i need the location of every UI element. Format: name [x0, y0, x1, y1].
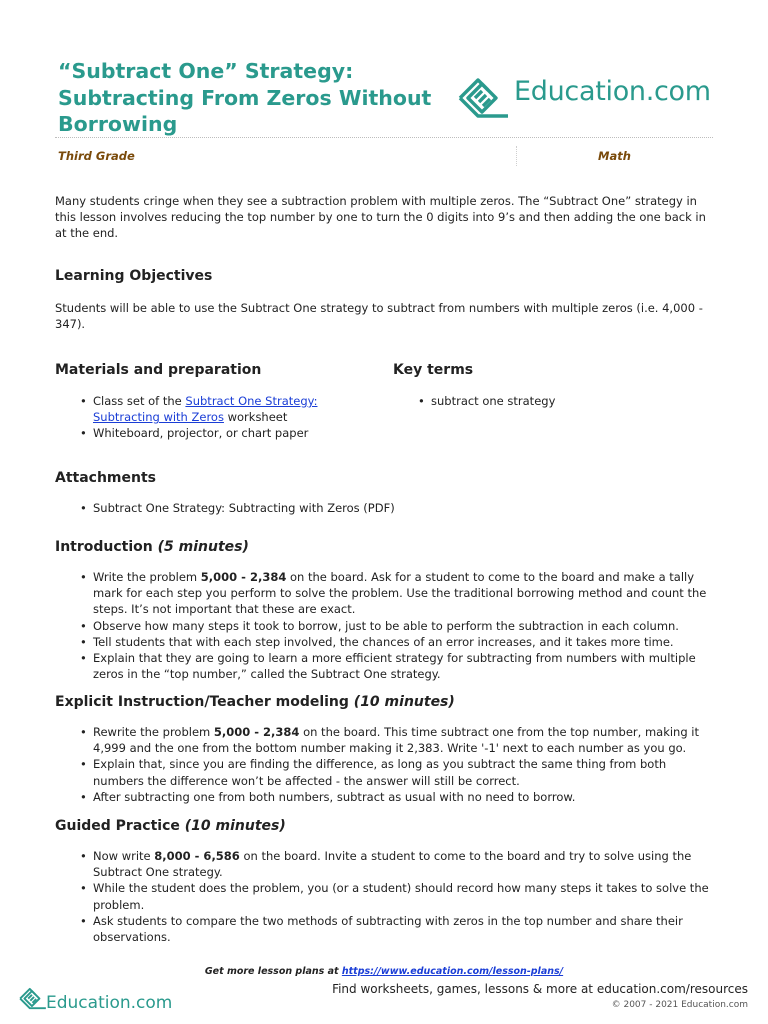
list-item: • Explain that, since you are finding the difference, as long as you subtract the same thing from both numbers the difference won’t be affected - the answer will still be correct.: [55, 756, 719, 788]
subject-label: Math: [598, 149, 631, 163]
list-item: • After subtracting one from both numbers, subtract as usual with no need to borrow.: [55, 789, 719, 805]
list-item: • Observe how many steps it took to borrow, just to be able to perform the subtraction in each column.: [55, 618, 719, 634]
materials-list: [55, 393, 375, 442]
list-item: • Class set of the Subtract One Strategy: Subtracting with Zeros worksheet: [55, 393, 375, 425]
intro-paragraph: Many students cringe when they see a subtraction problem with multiple zeros. The “Subtract One” strategy in this lesson involves reducing the top number by one to turn the 0 digits into 9’s and then adding the one back in at the end.: [55, 194, 706, 240]
materials-heading: Materials and preparation: [55, 362, 262, 378]
introduction-list: [55, 569, 719, 682]
footer-resources-text: Find worksheets, games, lessons & more at education.com/resources: [332, 982, 748, 996]
list-item: • Ask students to compare the two methods of subtracting with zeros in the top number and share their observations.: [55, 913, 719, 945]
learning-objectives-text: Students will be able to use the Subtract One strategy to subtract from numbers with multiple zeros (i.e. 4,000 - 347).: [55, 301, 703, 331]
list-item: • Write the problem 5,000 - 2,384 on the board. Ask for a student to come to the board and make a tally mark for each step you perform to solve the problem. Use the traditional borrowing method and count the steps. It’s not important that these are exact.: [55, 569, 719, 618]
guided-time: (10 minutes): [184, 818, 286, 834]
introduction-time: (5 minutes): [157, 539, 249, 555]
explicit-instruction-heading: Explicit Instruction/Teacher modeling (10 minutes): [55, 694, 455, 710]
key-terms-heading: Key terms: [393, 362, 474, 378]
footer-brand-wordmark: Education.com: [46, 993, 173, 1013]
learning-objectives-heading: Learning Objectives: [55, 268, 213, 284]
list-item: • Whiteboard, projector, or chart paper: [55, 425, 375, 441]
worksheet-link[interactable]: Subtract One Strategy: Subtracting with Zeros: [93, 394, 318, 425]
footer-copyright: © 2007 - 2021 Education.com: [611, 1000, 748, 1010]
footer-cta: Get more lesson plans at https://www.education.com/lesson-plans/: [204, 966, 564, 977]
list-item: • subtract one strategy: [393, 393, 693, 409]
education-footer-logo-icon: [18, 982, 48, 1014]
list-item: • Now write 8,000 - 6,586 on the board. Invite a student to come to the board and try to solve using the Subtract One strategy.: [55, 848, 719, 880]
list-item: • Rewrite the problem 5,000 - 2,384 on the board. This time subtract one from the top number, making it 4,999 and the one from the bottom number making it 2,383. Write '-1' next to each number as you go.: [55, 724, 719, 756]
lesson-plans-link[interactable]: https://www.education.com/lesson-plans/: [341, 966, 564, 977]
list-item: • While the student does the problem, you (or a student) should record how many steps it takes to solve the problem.: [55, 880, 719, 912]
grade-label: Third Grade: [58, 149, 135, 163]
lesson-title: [58, 58, 458, 138]
header-divider: [55, 137, 713, 138]
explicit-time: (10 minutes): [353, 694, 455, 710]
footer-logo[interactable]: [18, 982, 178, 1016]
attachments-list: [55, 500, 715, 516]
introduction-heading: Introduction (5 minutes): [55, 539, 249, 555]
education-logo[interactable]: [456, 68, 716, 128]
list-item: • Explain that they are going to learn a more efficient strategy for subtracting from numbers with multiple zeros in the “top number,” called the Subtract One strategy.: [55, 650, 719, 682]
attachments-heading: Attachments: [55, 470, 157, 486]
guided-practice-heading: Guided Practice (10 minutes): [55, 818, 286, 834]
explicit-list: [55, 724, 719, 805]
key-terms-list: [393, 393, 693, 409]
list-item: • Tell students that with each step involved, the chances of an error increases, and it takes more time.: [55, 634, 719, 650]
attachment-item[interactable]: • Subtract One Strategy: Subtracting with Zeros (PDF): [55, 500, 715, 516]
education-logo-icon: [456, 68, 512, 126]
title-line-3: Borrowing: [58, 112, 178, 136]
title-line-2: Subtracting From Zeros Without: [58, 85, 432, 110]
guided-list: [55, 848, 719, 945]
brand-wordmark: Education.com: [514, 76, 711, 107]
title-line-1: “Subtract One” Strategy:: [58, 59, 354, 83]
meta-divider: [516, 146, 517, 166]
